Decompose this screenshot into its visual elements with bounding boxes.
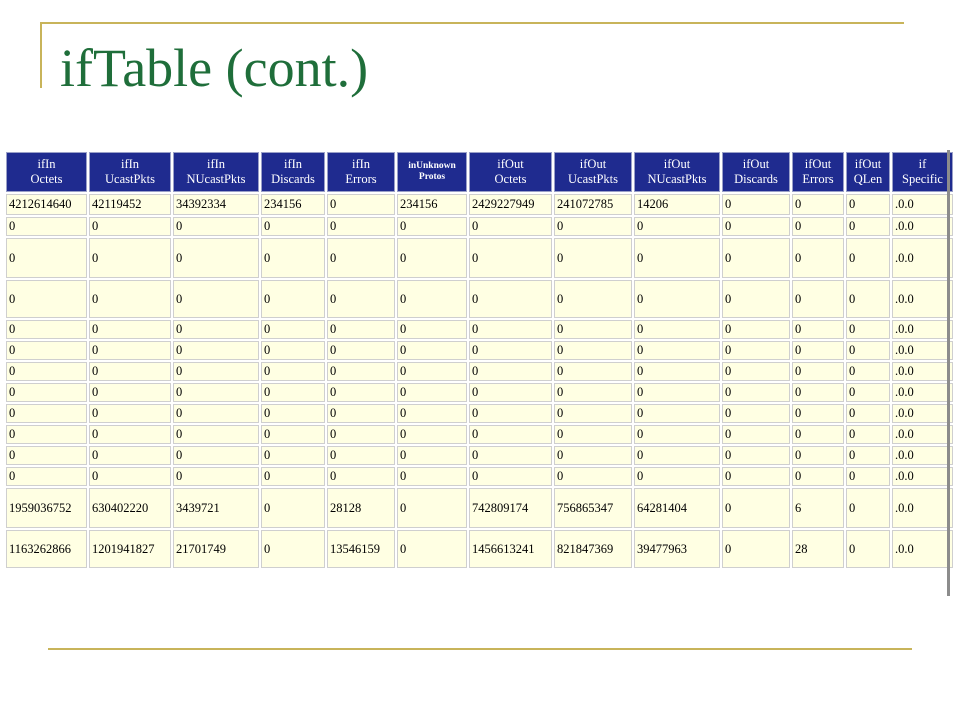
table-cell: .0.0 <box>892 362 953 381</box>
table-cell: 0 <box>469 217 552 236</box>
table-cell: .0.0 <box>892 488 953 528</box>
iftable-container <box>4 150 954 596</box>
table-cell: 0 <box>261 383 325 402</box>
table-cell: .0.0 <box>892 194 953 215</box>
table-cell: 0 <box>397 341 467 360</box>
table-cell: 0 <box>327 194 395 215</box>
table-cell: .0.0 <box>892 467 953 486</box>
table-cell: 0 <box>554 467 632 486</box>
table-cell: 0 <box>397 488 467 528</box>
table-cell: 0 <box>6 280 87 318</box>
table-cell: .0.0 <box>892 404 953 423</box>
table-cell: 0 <box>722 341 790 360</box>
table-cell: .0.0 <box>892 383 953 402</box>
table-cell: 0 <box>89 320 171 339</box>
table-cell: 0 <box>327 404 395 423</box>
header-line: Discards <box>734 172 778 186</box>
table-cell: 0 <box>173 341 259 360</box>
table-cell: 0 <box>722 467 790 486</box>
table-cell: 0 <box>327 217 395 236</box>
table-row <box>6 320 953 339</box>
table-cell: 0 <box>554 425 632 444</box>
table-cell: 28 <box>792 530 844 568</box>
table-cell: 0 <box>173 467 259 486</box>
table-cell: 0 <box>634 404 720 423</box>
table-cell: 1201941827 <box>89 530 171 568</box>
table-cell: 0 <box>173 383 259 402</box>
table-cell: 0 <box>6 341 87 360</box>
table-row <box>6 467 953 486</box>
table-cell: 0 <box>469 280 552 318</box>
table-cell: 0 <box>327 362 395 381</box>
table-cell: 0 <box>327 383 395 402</box>
table-cell: 234156 <box>397 194 467 215</box>
table-cell: 14206 <box>634 194 720 215</box>
header-line: NUcastPkts <box>647 172 707 186</box>
header-ifinerrors <box>327 152 395 192</box>
table-cell: 0 <box>554 446 632 465</box>
table-cell: 0 <box>792 280 844 318</box>
table-cell: 0 <box>792 217 844 236</box>
table-cell: 0 <box>846 383 890 402</box>
table-cell: 0 <box>173 320 259 339</box>
table-cell: 42119452 <box>89 194 171 215</box>
table-cell: 0 <box>327 446 395 465</box>
table-cell: 0 <box>634 280 720 318</box>
table-row <box>6 446 953 465</box>
table-cell: 0 <box>89 425 171 444</box>
table-cell: 4212614640 <box>6 194 87 215</box>
table-cell: 13546159 <box>327 530 395 568</box>
table-cell: 0 <box>846 362 890 381</box>
table-cell: 0 <box>634 341 720 360</box>
table-cell: .0.0 <box>892 320 953 339</box>
table-cell: 0 <box>6 467 87 486</box>
header-line: Octets <box>30 172 63 186</box>
table-cell: 234156 <box>261 194 325 215</box>
header-line: inUnknown <box>408 161 456 171</box>
table-row <box>6 341 953 360</box>
table-cell: 0 <box>327 425 395 444</box>
table-cell: 0 <box>846 217 890 236</box>
table-cell: 2429227949 <box>469 194 552 215</box>
table-cell: 0 <box>792 320 844 339</box>
table-cell: 0 <box>89 280 171 318</box>
table-cell: 0 <box>634 217 720 236</box>
table-row <box>6 362 953 381</box>
header-line: QLen <box>853 172 883 186</box>
table-cell: 0 <box>173 425 259 444</box>
table-cell: 0 <box>469 362 552 381</box>
header-inunknownprotos <box>397 152 467 192</box>
table-cell: 0 <box>6 320 87 339</box>
table-cell: 0 <box>634 320 720 339</box>
table-cell: 0 <box>261 467 325 486</box>
table-cell: 0 <box>634 425 720 444</box>
header-ifspecific <box>892 152 953 192</box>
iftable <box>4 150 954 570</box>
table-cell: 0 <box>397 217 467 236</box>
table-cell: 742809174 <box>469 488 552 528</box>
table-cell: 0 <box>397 446 467 465</box>
table-cell: 0 <box>89 446 171 465</box>
table-cell: 0 <box>554 362 632 381</box>
table-cell: 0 <box>722 530 790 568</box>
table-cell: 1456613241 <box>469 530 552 568</box>
header-line: Errors <box>345 172 377 186</box>
table-cell: 0 <box>722 362 790 381</box>
table-cell: 0 <box>6 446 87 465</box>
header-line: Octets <box>494 172 527 186</box>
table-cell: 0 <box>397 320 467 339</box>
header-line: ifOut <box>497 157 524 171</box>
table-cell: 0 <box>792 362 844 381</box>
header-line: ifOut <box>579 157 607 171</box>
table-cell: 39477963 <box>634 530 720 568</box>
header-line: ifOut <box>804 157 832 171</box>
table-cell: 6 <box>792 488 844 528</box>
table-cell: 0 <box>261 488 325 528</box>
table-row <box>6 383 953 402</box>
table-cell: 0 <box>846 320 890 339</box>
table-body <box>6 194 953 568</box>
table-cell: 0 <box>261 280 325 318</box>
header-ifoutucastpkts <box>554 152 632 192</box>
header-line: Discards <box>271 172 315 186</box>
table-cell: 0 <box>792 446 844 465</box>
header-ifinoctets <box>6 152 87 192</box>
table-cell: 0 <box>397 362 467 381</box>
table-cell: 630402220 <box>89 488 171 528</box>
header-ifinucastpkts <box>89 152 171 192</box>
table-cell: 0 <box>469 467 552 486</box>
table-cell: .0.0 <box>892 280 953 318</box>
table-cell: 0 <box>469 341 552 360</box>
table-cell: 0 <box>469 404 552 423</box>
table-cell: 0 <box>634 467 720 486</box>
table-cell: 0 <box>846 341 890 360</box>
table-cell: 0 <box>261 320 325 339</box>
table-cell: 0 <box>89 383 171 402</box>
table-cell: 1959036752 <box>6 488 87 528</box>
table-cell: 0 <box>397 280 467 318</box>
table-cell: 0 <box>554 280 632 318</box>
table-cell: 0 <box>846 404 890 423</box>
table-cell: 821847369 <box>554 530 632 568</box>
table-cell: 0 <box>722 425 790 444</box>
table-cell: 0 <box>792 194 844 215</box>
table-cell: 0 <box>327 320 395 339</box>
table-cell: 0 <box>846 530 890 568</box>
table-cell: 0 <box>469 383 552 402</box>
header-line: UcastPkts <box>568 172 618 186</box>
table-cell: 0 <box>173 446 259 465</box>
table-cell: 756865347 <box>554 488 632 528</box>
header-line: ifIn <box>351 157 371 171</box>
table-row <box>6 280 953 318</box>
table-cell: 34392334 <box>173 194 259 215</box>
top-rule <box>40 22 904 24</box>
header-line: Protos <box>418 172 446 182</box>
table-cell: 0 <box>469 425 552 444</box>
table-cell: 0 <box>634 362 720 381</box>
table-cell: 0 <box>397 383 467 402</box>
table-cell: 0 <box>397 238 467 278</box>
header-ifoutoctets <box>469 152 552 192</box>
table-row <box>6 404 953 423</box>
table-cell: 0 <box>261 341 325 360</box>
table-cell: 0 <box>554 404 632 423</box>
table-cell: 0 <box>554 320 632 339</box>
table-cell: 0 <box>846 425 890 444</box>
header-line: Specific <box>902 172 943 186</box>
table-cell: 1163262866 <box>6 530 87 568</box>
table-cell: 0 <box>554 341 632 360</box>
table-edge-shadow <box>947 150 950 596</box>
table-cell: 0 <box>261 362 325 381</box>
table-cell: 0 <box>173 362 259 381</box>
table-cell: 0 <box>261 530 325 568</box>
header-line: UcastPkts <box>105 172 155 186</box>
table-cell: 0 <box>846 194 890 215</box>
table-cell: 0 <box>722 404 790 423</box>
table-cell: 0 <box>173 404 259 423</box>
table-row <box>6 530 953 568</box>
table-cell: .0.0 <box>892 238 953 278</box>
table-cell: 0 <box>634 238 720 278</box>
table-row <box>6 238 953 278</box>
table-cell: 0 <box>327 280 395 318</box>
header-line: NUcastPkts <box>186 172 246 186</box>
table-cell: 0 <box>89 341 171 360</box>
table-cell: 0 <box>554 217 632 236</box>
table-cell: 0 <box>469 320 552 339</box>
table-cell: 0 <box>327 341 395 360</box>
table-cell: 0 <box>722 217 790 236</box>
table-cell: 0 <box>89 238 171 278</box>
table-cell: 0 <box>261 404 325 423</box>
table-row <box>6 217 953 236</box>
table-cell: .0.0 <box>892 217 953 236</box>
table-cell: 0 <box>6 383 87 402</box>
table-cell: 0 <box>261 238 325 278</box>
table-cell: 0 <box>89 217 171 236</box>
header-line: ifOut <box>742 157 770 171</box>
table-cell: 0 <box>634 383 720 402</box>
table-cell: 0 <box>6 362 87 381</box>
left-rule <box>40 22 42 88</box>
table-cell: .0.0 <box>892 446 953 465</box>
header-line: ifOut <box>854 157 882 171</box>
table-cell: 0 <box>722 238 790 278</box>
table-cell: 0 <box>327 238 395 278</box>
table-row <box>6 425 953 444</box>
slide-title: ifTable (cont.) <box>60 38 369 98</box>
table-cell: 0 <box>6 217 87 236</box>
table-cell: .0.0 <box>892 341 953 360</box>
table-cell: 0 <box>792 404 844 423</box>
table-cell: 64281404 <box>634 488 720 528</box>
header-line: Errors <box>802 172 834 186</box>
table-cell: .0.0 <box>892 530 953 568</box>
table-cell: 0 <box>722 446 790 465</box>
table-cell: 0 <box>792 467 844 486</box>
table-cell: 0 <box>6 238 87 278</box>
table-cell: 28128 <box>327 488 395 528</box>
header-line: ifIn <box>37 157 56 171</box>
header-ifouterrors <box>792 152 844 192</box>
table-cell: 0 <box>397 530 467 568</box>
table-cell: 0 <box>792 425 844 444</box>
table-cell: 0 <box>792 341 844 360</box>
table-cell: 0 <box>846 238 890 278</box>
header-row <box>6 152 953 192</box>
header-ifoutdiscards <box>722 152 790 192</box>
table-cell: 0 <box>846 280 890 318</box>
table-cell: 241072785 <box>554 194 632 215</box>
table-cell: 0 <box>722 320 790 339</box>
table-cell: 0 <box>846 467 890 486</box>
table-cell: 0 <box>173 217 259 236</box>
header-line: ifIn <box>120 157 140 171</box>
header-ifindiscards <box>261 152 325 192</box>
table-cell: 0 <box>722 488 790 528</box>
table-cell: 0 <box>792 383 844 402</box>
table-cell: 0 <box>327 467 395 486</box>
table-row <box>6 488 953 528</box>
table-cell: 0 <box>634 446 720 465</box>
header-ifinnucastpkts <box>173 152 259 192</box>
table-cell: 0 <box>261 446 325 465</box>
table-cell: 0 <box>397 425 467 444</box>
table-cell: 0 <box>722 194 790 215</box>
header-line: ifOut <box>663 157 691 171</box>
table-cell: 0 <box>397 404 467 423</box>
table-cell: .0.0 <box>892 425 953 444</box>
bottom-rule <box>48 648 912 650</box>
table-cell: 0 <box>89 404 171 423</box>
header-ifoutqlen <box>846 152 890 192</box>
table-cell: 0 <box>397 467 467 486</box>
table-cell: 0 <box>846 446 890 465</box>
table-cell: 0 <box>261 217 325 236</box>
table-cell: 0 <box>792 238 844 278</box>
table-cell: 0 <box>6 425 87 444</box>
table-cell: 0 <box>722 383 790 402</box>
table-cell: 0 <box>722 280 790 318</box>
table-cell: 0 <box>469 238 552 278</box>
table-cell: 0 <box>89 467 171 486</box>
header-ifoutnucastpkts <box>634 152 720 192</box>
header-line: ifIn <box>283 157 303 171</box>
table-cell: 0 <box>173 280 259 318</box>
header-line: ifIn <box>206 157 226 171</box>
table-row <box>6 194 953 215</box>
table-cell: 0 <box>6 404 87 423</box>
table-cell: 3439721 <box>173 488 259 528</box>
table-cell: 0 <box>846 488 890 528</box>
table-cell: 0 <box>554 238 632 278</box>
table-cell: 0 <box>89 362 171 381</box>
header-line: if <box>918 157 927 171</box>
table-cell: 0 <box>554 383 632 402</box>
table-cell: 0 <box>261 425 325 444</box>
table-cell: 0 <box>469 446 552 465</box>
table-cell: 21701749 <box>173 530 259 568</box>
table-cell: 0 <box>173 238 259 278</box>
